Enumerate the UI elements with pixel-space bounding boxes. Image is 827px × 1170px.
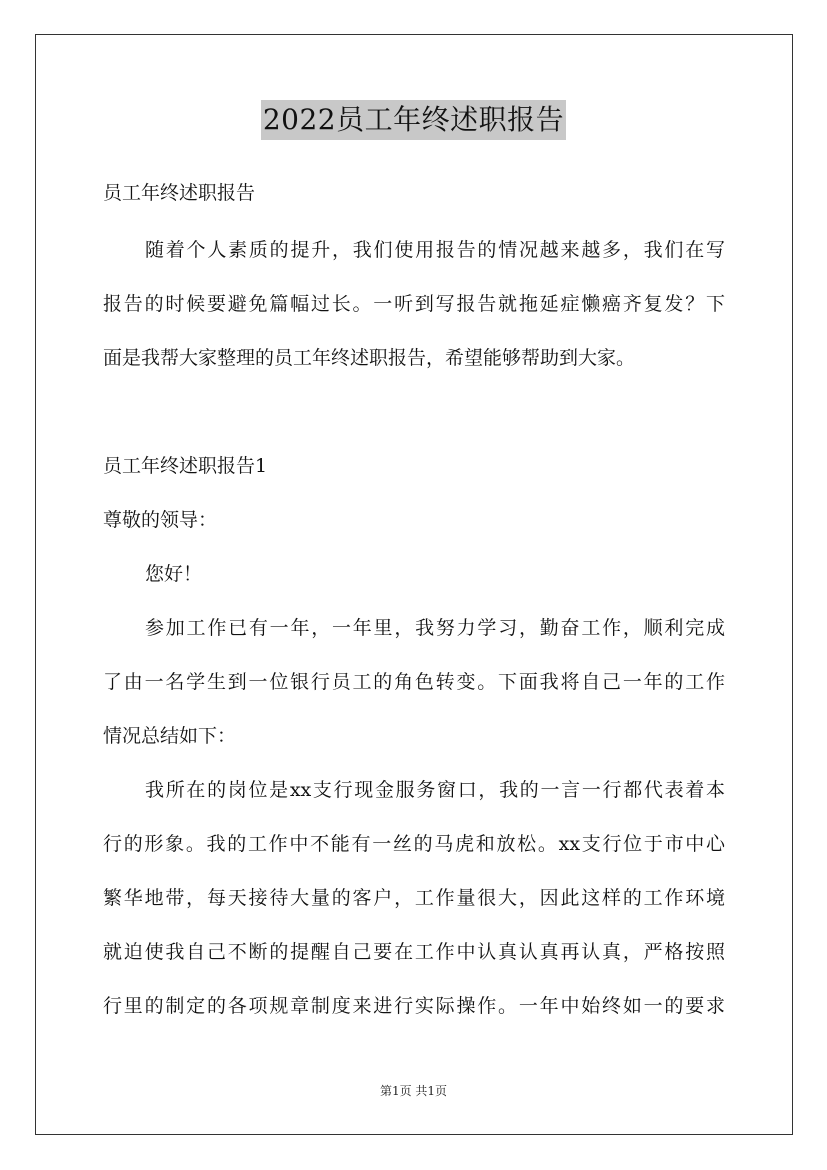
intro-line-2: 报告的时候要避免篇幅过长。一听到写报告就拖延症懒癌齐复发？下	[103, 293, 725, 315]
para2-line-2: 行的形象。我的工作中不能有一丝的马虎和放松。xx支行位于市中心	[103, 833, 725, 855]
document-subtitle: 员工年终述职报告	[103, 182, 256, 204]
para2-line-4: 就迫使我自己不断的提醒自己要在工作中认真认真再认真，严格按照	[103, 941, 725, 963]
para2-line-3: 繁华地带，每天接待大量的客户，工作量很大，因此这样的工作环境	[103, 887, 725, 909]
para1-line-1: 参加工作已有一年，一年里，我努力学习，勤奋工作，顺利完成	[145, 617, 725, 639]
intro-line-1: 随着个人素质的提升，我们使用报告的情况越来越多，我们在写	[145, 239, 725, 261]
para1-line-2: 了由一名学生到一位银行员工的角色转变。下面我将自己一年的工作	[103, 671, 725, 693]
section-heading-1: 员工年终述职报告1	[103, 455, 268, 477]
salutation: 尊敬的领导：	[103, 509, 218, 531]
intro-line-3: 面是我帮大家整理的员工年终述职报告，希望能够帮助到大家。	[103, 347, 636, 369]
para2-line-1: 我所在的岗位是xx支行现金服务窗口，我的一言一行都代表着本	[145, 779, 725, 801]
document-title: 2022员工年终述职报告	[261, 100, 566, 140]
title-container	[0, 100, 827, 140]
para1-line-3: 情况总结如下：	[103, 725, 237, 747]
greeting: 您好！	[145, 563, 203, 585]
page-footer: 第1页 共1页	[379, 1084, 448, 1098]
para2-line-5: 行里的制定的各项规章制度来进行实际操作。一年中始终如一的要求	[103, 995, 725, 1017]
